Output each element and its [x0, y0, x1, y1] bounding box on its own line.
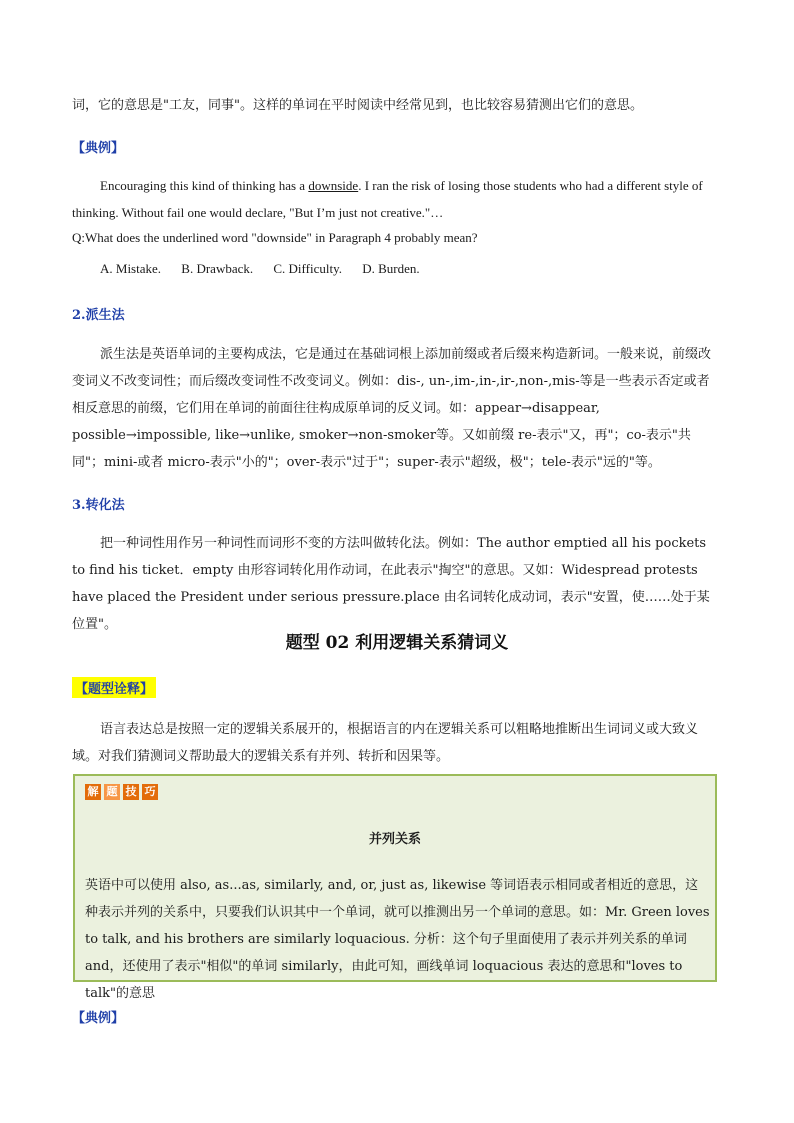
option-d: D. Burden.	[362, 261, 420, 276]
passage-after: . I ran the risk of losing those students who had a different style of thinking. Without fail one would declare, "But I’m just not creative."…	[72, 178, 703, 220]
passage-before: Encouraging this kind of thinking has a	[100, 178, 309, 193]
section-heading-conversion: 3.转化法	[72, 498, 125, 513]
badge-jie: 解	[85, 784, 101, 800]
logic-explanation: 语言表达总是按照一定的逻辑关系展开的，根据语言的内在逻辑关系可以粗略地推断出生词词义或大致义域。对我们猜测词义帮助最大的逻辑关系有并列、转折和因果等。	[72, 722, 699, 764]
tips-box	[73, 774, 717, 1001]
derivation-body: 派生法是英语单词的主要构成法，它是通过在基础词根上添加前缀或者后缀来构造新词。一般来说，前缀改变词义不改变词性；而后缀改变词性不改变词义。例如：dis-, un-,im-,in-,ir-,non-,mis-等是一些表示否定或者相反意思的前缀，它们用在单词的前面往往构成原单词的反义词。如：appear→disappear, possible→impossible, like→unlike, smoker→non-smoker等。又如前缀 re-表示"又，再"；co-表示"共同"；mini-或者 micro-表示"小的"；over-表示"过于"；super-表示"超级，极"；tele-表示"远的"等。	[72, 347, 712, 470]
option-c: C. Difficulty.	[273, 261, 342, 276]
section-title: 题型 02 利用逻辑关系猜词义	[285, 633, 509, 653]
option-a: A. Mistake.	[100, 261, 162, 276]
underlined-word: downside	[308, 178, 359, 193]
option-b: B. Drawback.	[181, 261, 254, 276]
example-question: Q:What does the underlined word "downside" in Paragraph 4 probably mean?	[72, 230, 478, 245]
question-type-tag: 【题型诠释】	[72, 677, 156, 698]
example-label-2: 【典例】	[72, 1011, 125, 1026]
section-heading-derivation: 2.派生法	[72, 308, 125, 323]
answer-options	[100, 261, 437, 277]
tips-title: 并列关系	[368, 832, 421, 847]
badge-qiao: 巧	[142, 784, 158, 800]
example-label: 【典例】	[72, 141, 125, 156]
conversion-body: 把一种词性用作另一种词性而词形不变的方法叫做转化法。例如：The author emptied all his pockets to find his ticket．empty 由形容词转化用作动词，在此表示"掏空"的意思。又如：Widespread protests have placed the President under serious pressure.place 由名词转化成动词，表示"安置，使……处于某位置"。	[72, 536, 710, 632]
example-passage	[72, 172, 722, 226]
badge-ji: 技	[123, 784, 139, 800]
tips-badges	[85, 784, 158, 800]
intro-line: 词，它的意思是"工友，同事"。这样的单词在平时阅读中经常见到，也比较容易猜测出它们的意思。	[72, 98, 643, 113]
badge-ti: 题	[104, 784, 120, 800]
tips-body: 英语中可以使用 also, as...as, similarly, and, or, just as, likewise 等词语表示相同或者相近的意思，这种表示并列的关系中，只要我们认识其中一个单词，就可以推测出另一个单词的意思。如：Mr. Green loves to talk, and his brothers are similarly loquacious. 分析：这个句子里面使用了表示并列关系的单词and，还使用了表示"相似"的单词 similarly，由此可知，画线单词 loquacious 表达的意思和"loves to talk"的意思	[85, 878, 710, 1001]
